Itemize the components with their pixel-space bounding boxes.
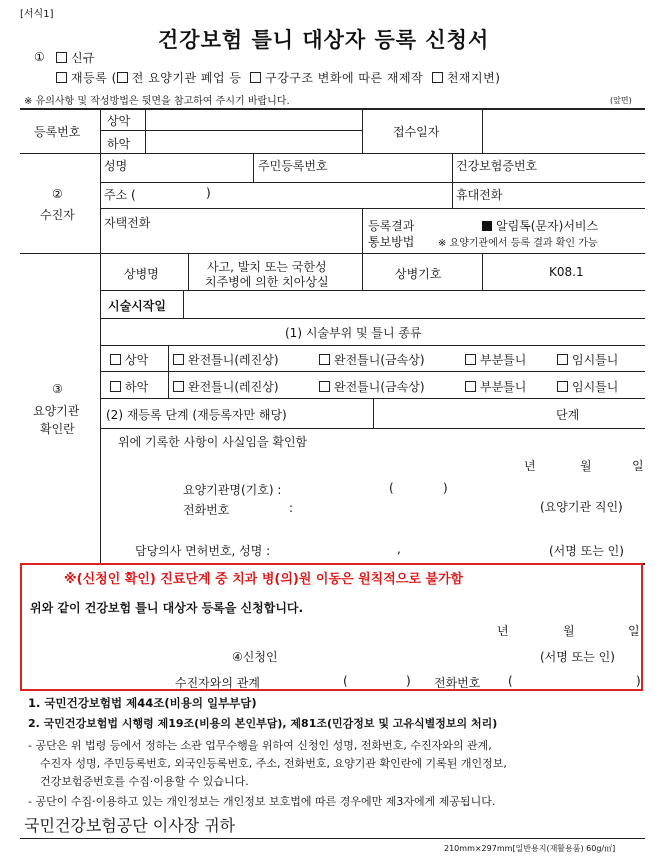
inst-name-label: 요양기관명(기호) :: [183, 483, 282, 497]
upper-partial-label: 부분틀니: [480, 353, 527, 367]
upper-complete-metal[interactable]: [319, 351, 425, 368]
inst-code-close: ): [443, 481, 448, 495]
lower-complete-metal-checkbox[interactable]: [319, 381, 330, 392]
check-note: ※ 요양기관에서 등록 결과 확인 가능: [438, 238, 598, 249]
doctor-comma: ,: [397, 542, 401, 556]
home-phone-label: 자택전화: [104, 216, 151, 230]
apply-date-year: 년: [497, 624, 509, 638]
lower-label: 하악: [107, 137, 131, 151]
disease-code-label: 상병기호: [395, 267, 442, 281]
upper-jaw-option[interactable]: [110, 351, 148, 368]
law-2: 2. 국민건강보험법 시행령 제19조(비용의 본인부담), 제81조(민감정보 및 고유식별정보의 처리): [28, 717, 498, 730]
note-1b: 수진자 성명, 주민등록번호, 외국인등록번호, 주소, 전화번호, 요양기관 확인란에 기록된 개인정보,: [40, 757, 507, 770]
note-1a: - 공단은 위 법령 등에서 정하는 소관 업무수행을 위하여 신청인 성명, 전화번호, 수진자와의 관계,: [28, 739, 492, 752]
disease-name-label: 상병명: [124, 267, 159, 281]
addressee: 국민건강보험공단 이사장 귀하: [24, 816, 236, 835]
disease-desc-2: 치주병에 의한 치아상실: [205, 275, 329, 289]
option-closure-label: 전 요양기관 폐업 등: [131, 71, 242, 85]
inst-code-open: (: [389, 481, 394, 495]
upper-temp-checkbox[interactable]: [557, 354, 568, 365]
structure-checkbox[interactable]: [250, 72, 261, 83]
stage-label: 단계: [556, 408, 580, 422]
alimtalk-label: 알림톡(문자)서비스: [496, 219, 599, 233]
applicant-label: ④신청인: [232, 650, 278, 664]
upper-jaw-checkbox[interactable]: [110, 354, 121, 365]
lower-partial[interactable]: [465, 378, 526, 395]
inst-section-label-2: 확인란: [40, 422, 75, 436]
alimtalk-checkbox[interactable]: [482, 221, 492, 231]
upper-complete-resin-label: 완전틀니(레진상): [188, 353, 279, 367]
patient-section-label: 수진자: [40, 208, 75, 222]
closure-checkbox[interactable]: [117, 72, 128, 83]
applicant-phone-open: (: [508, 674, 513, 688]
upper-partial-checkbox[interactable]: [465, 354, 476, 365]
lower-complete-resin-label: 완전틀니(레진상): [188, 380, 279, 394]
warning-text: ※(신청인 확인) 진료단계 중 치과 병(의)원 이동은 원칙적으로 불가함: [64, 572, 464, 587]
doctor-label: 담당의사 면허번호, 성명 :: [135, 544, 271, 558]
lower-jaw-option[interactable]: [110, 378, 148, 395]
insurance-no-label: 건강보험증번호: [456, 159, 538, 173]
inst-seal: (요양기관 직인): [540, 500, 623, 514]
option-structure-label: 구강구조 변화에 따른 재제작: [265, 71, 424, 85]
circle-1: ①: [34, 50, 45, 64]
inst-date-year: 년: [524, 459, 536, 473]
lower-complete-metal[interactable]: [319, 378, 425, 395]
notify-method-label-2: 통보방법: [368, 235, 415, 249]
option-rereg-label: 재등록: [71, 71, 108, 85]
upper-temp[interactable]: [557, 351, 618, 368]
upper-partial[interactable]: [465, 351, 526, 368]
denture-section-header: (1) 시술부위 및 틀니 종류: [285, 326, 422, 340]
mobile-label: 휴대전화: [456, 188, 503, 202]
lower-jaw-checkbox[interactable]: [110, 381, 121, 392]
circle-3: ③: [52, 382, 63, 396]
applicant-sign: (서명 또는 인): [540, 650, 615, 664]
relation-open: (: [343, 674, 348, 688]
address-close: ): [206, 186, 211, 200]
lower-complete-resin-checkbox[interactable]: [173, 381, 184, 392]
note-1c: 건강보험증번호를 수집·이용할 수 있습니다.: [40, 775, 249, 788]
new-checkbox[interactable]: [56, 52, 67, 63]
front-side: (앞면): [610, 96, 632, 105]
inst-phone-label: 전화번호: [183, 503, 230, 517]
alimtalk-option[interactable]: [482, 217, 598, 234]
upper-complete-metal-label: 완전틀니(금속상): [334, 353, 425, 367]
disease-desc-1: 사고, 발치 또는 국한성: [207, 260, 327, 274]
notify-method-label-1: 등록결과: [368, 219, 415, 233]
option-new-label: 신규: [71, 51, 95, 65]
confirm-text: 위에 기록한 사항이 사실임을 확인함: [118, 435, 308, 449]
option-new[interactable]: [56, 49, 94, 66]
address-label: 주소 (: [104, 188, 136, 202]
lower-temp-checkbox[interactable]: [557, 381, 568, 392]
inst-date-month: 월: [580, 459, 592, 473]
applicant-phone-label: 전화번호: [434, 676, 481, 690]
doctor-sign: (서명 또는 인): [549, 544, 624, 558]
law-1: 1. 국민건강보험법 제44조(비용의 일부부담): [28, 696, 257, 710]
rereg-checkbox[interactable]: [56, 72, 67, 83]
upper-jaw-label: 상악: [125, 353, 149, 367]
lower-complete-metal-label: 완전틀니(금속상): [334, 380, 425, 394]
relation-close: ): [406, 674, 411, 688]
applicant-phone-close: ): [636, 674, 641, 688]
form-number: [서식1]: [20, 9, 54, 20]
upper-label: 상악: [107, 114, 131, 128]
inst-section-label-1: 요양기관: [33, 404, 80, 418]
name-label: 성명: [104, 159, 128, 173]
apply-date-month: 월: [563, 624, 575, 638]
upper-complete-resin-checkbox[interactable]: [173, 354, 184, 365]
relation-label: 수진자와의 관계: [175, 676, 260, 690]
upper-complete-metal-checkbox[interactable]: [319, 354, 330, 365]
circle-2: ②: [52, 187, 63, 201]
disease-code-value: K08.1: [549, 265, 584, 279]
notice: ※ 유의사항 및 작성방법은 뒷면을 참고하여 주시기 바랍니다.: [24, 96, 290, 107]
option-rereg-line: [56, 69, 500, 86]
lower-partial-label: 부분틀니: [480, 380, 527, 394]
lower-jaw-label: 하악: [125, 380, 149, 394]
disaster-checkbox[interactable]: [432, 72, 443, 83]
option-disaster-label: 천재지변): [446, 71, 501, 85]
upper-temp-label: 임시틀니: [572, 353, 619, 367]
rereg-stage-label: (2) 재등록 단계 (재등록자만 해당): [106, 408, 287, 422]
rereg-paren: (: [111, 71, 117, 85]
lower-temp-label: 임시틀니: [572, 380, 619, 394]
rrn-label: 주민등록번호: [258, 159, 328, 173]
note-2: - 공단이 수집·이용하고 있는 개인정보는 개인정보 보호법에 따른 경우에만 제3자에게 제공됩니다.: [28, 795, 496, 808]
start-date-label: 시술시작일: [108, 299, 166, 313]
inst-phone-colon: :: [289, 501, 294, 515]
apply-date-day: 일: [628, 624, 640, 638]
upper-complete-resin[interactable]: [173, 351, 279, 368]
page-title: 건강보험 틀니 대상자 등록 신청서: [158, 28, 490, 52]
apply-text: 위와 같이 건강보험 틀니 대상자 등록을 신청합니다.: [30, 601, 304, 615]
receipt-date-label: 접수일자: [393, 125, 440, 139]
lower-temp[interactable]: [557, 378, 618, 395]
inst-date-day: 일: [632, 459, 644, 473]
paper-spec: 210mm×297mm[일반용지(재활용품) 60g/㎡]: [444, 844, 616, 853]
lower-complete-resin[interactable]: [173, 378, 279, 395]
reg-no-label: 등록번호: [34, 125, 81, 139]
lower-partial-checkbox[interactable]: [465, 381, 476, 392]
